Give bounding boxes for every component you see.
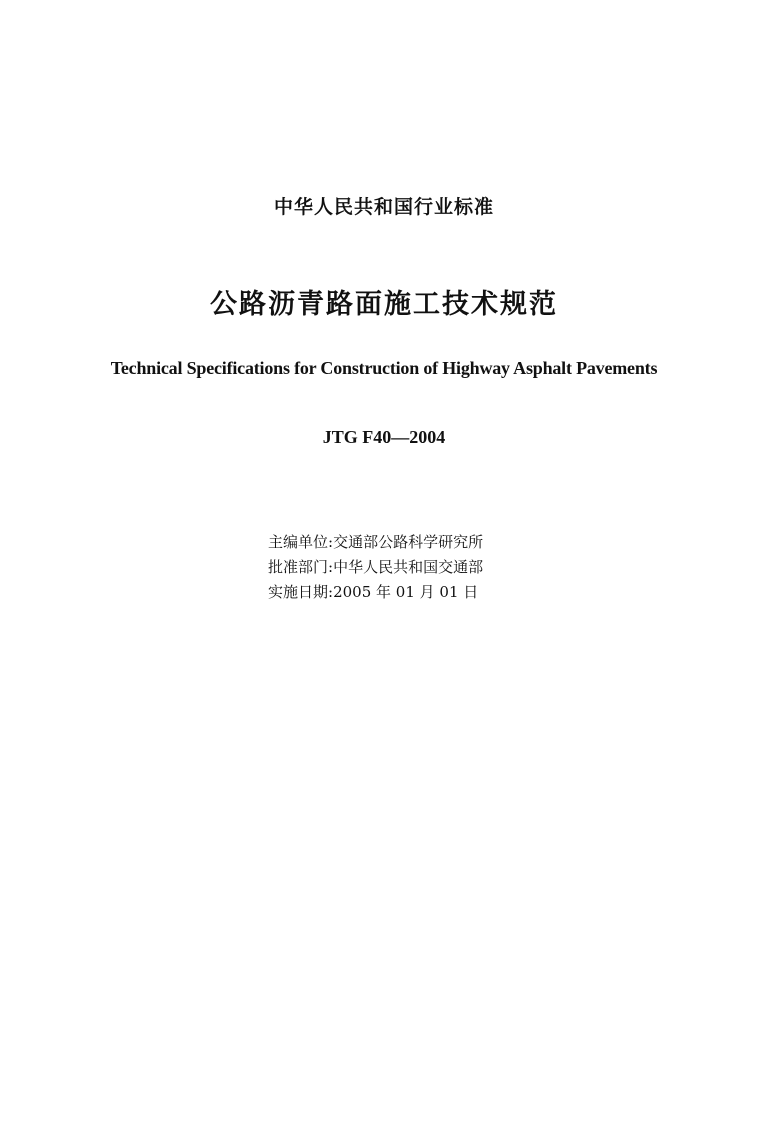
standard-code: JTG F40—2004 — [322, 427, 446, 447]
editor-label: 主编单位 — [268, 533, 329, 551]
editor-value: 交通部公路科学研究所 — [333, 533, 484, 551]
editor-separator: : — [328, 533, 334, 551]
effective-separator: : — [328, 583, 334, 601]
document-meta — [268, 530, 483, 605]
standard-category: 中华人民共和国行业标准 — [273, 196, 494, 218]
approver-separator: : — [328, 558, 334, 576]
approver-row — [268, 555, 483, 580]
effective-date-row — [268, 580, 483, 605]
editor-row — [268, 530, 483, 555]
effective-value: 2005 年 01 月 01 日 — [333, 583, 479, 601]
approver-label: 批准部门 — [268, 558, 329, 576]
chinese-title: 公路沥青路面施工技术规范 — [210, 289, 558, 320]
approver-value: 中华人民共和国交通部 — [333, 558, 484, 576]
effective-label: 实施日期 — [268, 583, 329, 601]
english-title: Technical Specifications for Construction of Highway Asphalt Pavements — [110, 358, 658, 378]
